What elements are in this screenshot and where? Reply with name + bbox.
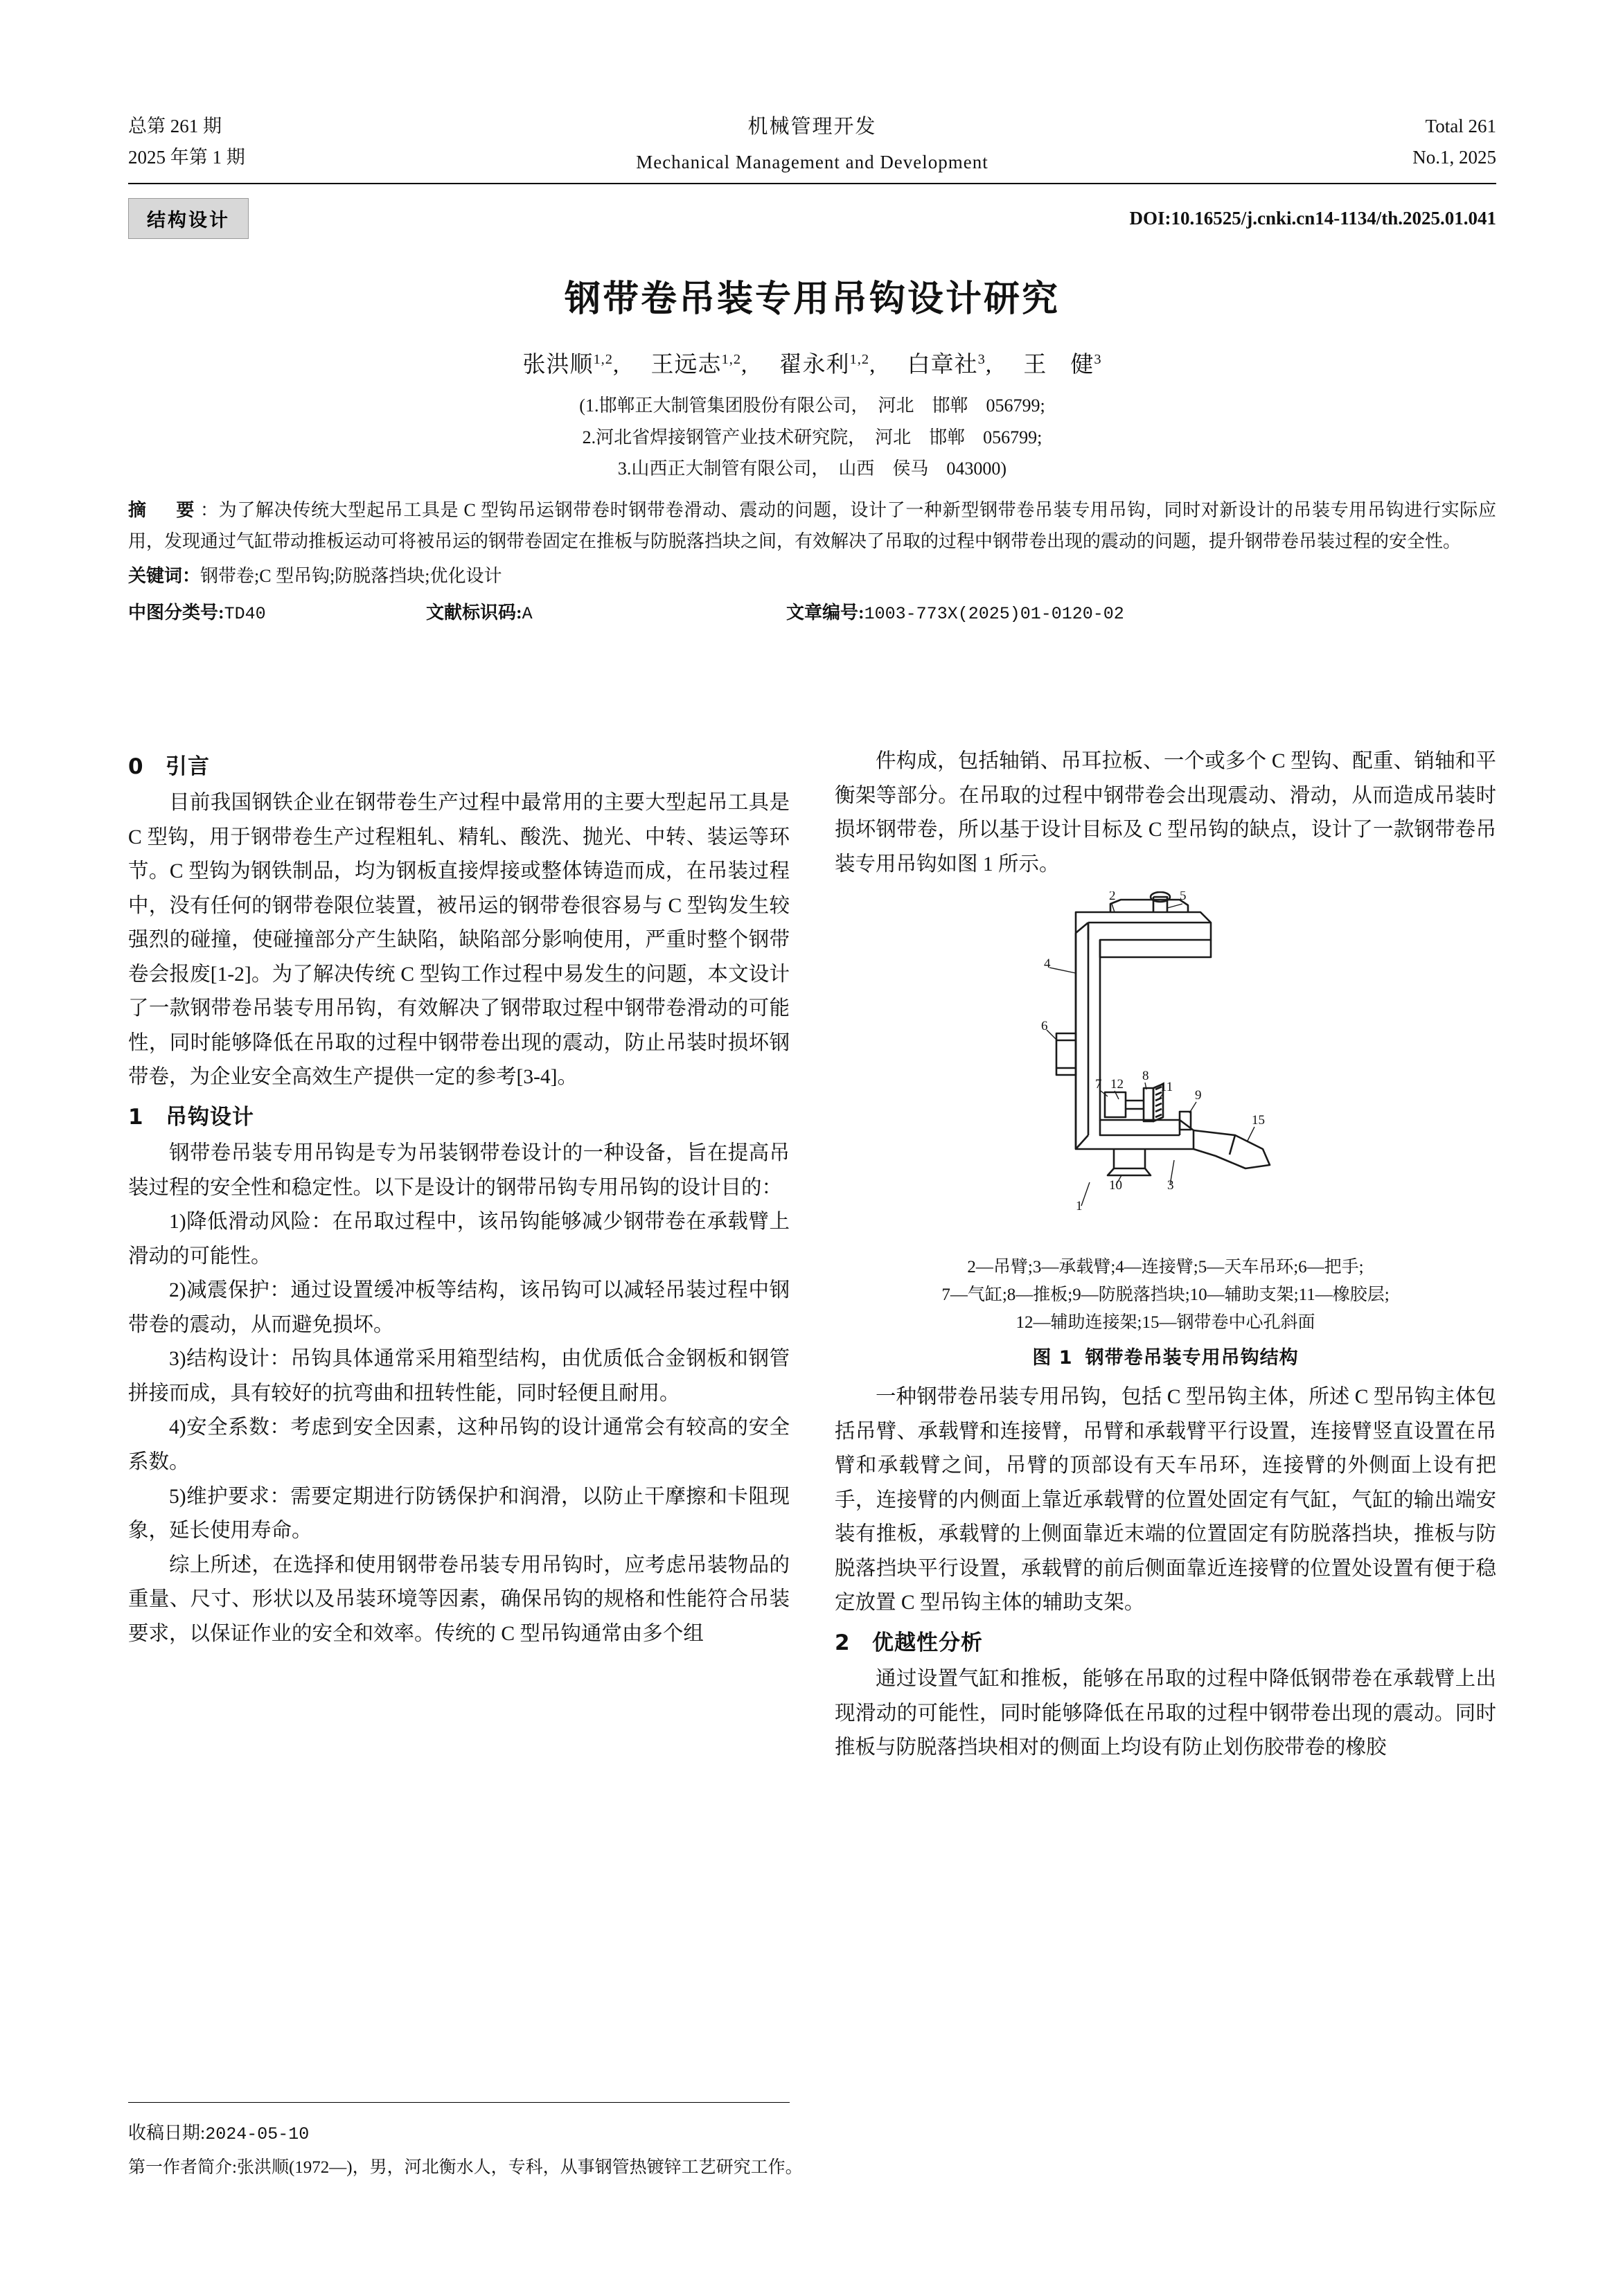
author-affil-mark: 3 <box>1094 352 1102 368</box>
author-name: 白章社 <box>907 353 978 378</box>
issue-year: 2025 年第 1 期 <box>128 146 245 168</box>
keywords-text: 钢带卷;C 型吊钩;防脱落挡块;优化设计 <box>200 565 502 586</box>
paragraph: 综上所述，在选择和使用钢带卷吊装专用吊钩时，应考虑吊装物品的重量、尺寸、形状以及吊装环境等因素，确保吊钩的规格和性能符合吊装要求，以保证作业的安全和效率。传统的 C 型吊钩通常由多个组 <box>128 1554 790 1645</box>
author-bio <box>128 2151 1496 2184</box>
paragraph: 件构成，包括轴销、吊耳拉板、一个或多个 C 型钩、配重、销轴和平衡架等部分。在吊取的过程中钢带卷会出现震动、滑动，从而造成吊装时损坏钢带卷，所以基于设计目标及 C 型吊钩的缺点，设计了一款钢带卷吊装专用吊钩如图 1 所示。 <box>835 750 1496 875</box>
article-id-value: 1003-773X(2025)01-0120-02 <box>864 603 1124 624</box>
hook-structure-diagram <box>972 891 1360 1238</box>
affiliation-item: 3.山西正大制管有限公司， 山西 侯马 043000) <box>617 459 1007 479</box>
paragraph: 钢带卷吊装专用吊钩是专为吊装钢带卷设计的一种设备，旨在提高吊装过程的安全性和稳定性。以下是设计的钢带吊钩专用吊钩的设计目的： <box>128 1142 790 1199</box>
paragraph: 通过设置气缸和推板，能够在吊取的过程中降低钢带卷在承载臂上出现滑动的可能性，同时能够降低在吊取的过程中钢带卷出现的震动。同时推板与防脱落挡块相对的侧面上均设有防止划伤胶带卷的橡胶 <box>835 1668 1496 1759</box>
section-title: 优越性分析 <box>872 1630 983 1655</box>
affiliation-item: (1.邯郸正大制管集团股份有限公司， 河北 邯郸 056799; <box>579 395 1045 416</box>
abstract-text: 为了解决传统大型起吊工具是 C 型钩吊运钢带卷时钢带卷滑动、震动的问题，设计了一种新型钢带卷吊装专用吊钩，同时对新设计的吊装专用吊钩进行实际应用，发现通过气缸带动推板运动可将被吊运的钢带卷固定在推板与防脱落挡块之间，有效解决了吊取的过程中钢带卷出现的震动的问题，提升钢带卷吊装过程的安全性。 <box>128 499 1496 552</box>
author-name: 张洪顺 <box>522 353 594 378</box>
author-affil-mark: 1,2 <box>721 352 742 368</box>
figure-caption <box>835 1342 1496 1373</box>
paragraph: 5)维护要求：需要定期进行防锈保护和润滑，以防止干摩擦和卡阻现象，延长使用寿命。 <box>128 1485 790 1542</box>
section-title: 吊钩设计 <box>166 1105 254 1130</box>
paragraph: 4)安全系数：考虑到安全因素，这种吊钩的设计通常会有较高的安全系数。 <box>128 1416 790 1473</box>
figure-legend <box>835 1254 1496 1337</box>
author-affil-mark: 1,2 <box>849 352 870 368</box>
author-bio-label: 第一作者简介: <box>128 2157 237 2177</box>
svg-text:5: 5 <box>1179 891 1186 904</box>
figure-leader-lines <box>1047 904 1254 1206</box>
doc-code-value: A <box>522 603 533 624</box>
keywords-label: 关键词： <box>128 565 201 586</box>
classification-row <box>128 597 1496 630</box>
author-bio-text: 张洪顺(1972—)，男，河北衡水人，专科，从事钢管热镀锌工艺研究工作。 <box>236 2157 803 2177</box>
paragraph: 目前我国钢铁企业在钢带卷生产过程中最常用的主要大型起吊工具是 C 型钩，用于钢带卷生产过程粗轧、精轧、酸洗、抛光、中转、装运等环节。C 型钩为钢铁制品，均为钢板直接焊接或整体铸造而成，在吊装过程中，没有任何的钢带卷限位装置，被吊运的钢带卷很容易与 C 型钩发生较强烈的碰撞，使碰撞部分产生缺陷，缺陷部分影响使用，严重时整个钢带卷会报废[1-2]。为了解决传统 C 型钩工作过程中易发生的问题，本文设计了一款钢带卷吊装专用吊钩，有效解决了钢带取过程中钢带卷滑动的可能性，同时能够降低在吊取的过程中钢带卷出现的震动，防止吊装时损坏钢带卷，为企业安全高效生产提供一定的参考[3-4]。 <box>128 792 790 1089</box>
figure-legend-line: 7—气缸;8—推板;9—防脱落挡块;10—辅助支架;11—橡胶层; <box>941 1285 1390 1304</box>
paragraph: 2)减震保护：通过设置缓冲板等结构，该吊钩可以减轻吊装过程中钢带卷的震动，从而避免损坏。 <box>128 1279 790 1336</box>
paragraph: 一种钢带卷吊装专用吊钩，包括 C 型吊钩主体，所述 C 型吊钩主体包括吊臂、承载臂和连接臂，吊臂和承载臂平行设置，连接臂竖直设置在吊臂和承载臂之间，吊臂的顶部设有天车吊环，连接臂的外侧面上设有把手，连接臂的内侧面上靠近承载臂的位置处固定有气缸，气缸的输出端安装有推板，承载臂的上侧面靠近末端的位置固定有防脱落挡块，推板与防脱落挡块平行设置，承载臂的前后侧面靠近连接臂的位置处设置有便于稳定放置 C 型吊钩主体的辅助支架。 <box>835 1386 1496 1614</box>
abstract-label: 摘 要 <box>128 499 200 520</box>
svg-text:8: 8 <box>1142 1069 1148 1084</box>
paragraph: 1)降低滑动风险：在吊取过程中，该吊钩能够减少钢带卷在承载臂上滑动的可能性。 <box>128 1211 790 1267</box>
author-item: 张洪顺$^{1,2}$, <box>522 352 626 378</box>
figure-1 <box>835 891 1496 1249</box>
svg-text:11: 11 <box>1160 1080 1173 1095</box>
svg-text:7: 7 <box>1094 1077 1101 1092</box>
author-item: 白章社$^3$, <box>907 352 999 378</box>
abstract-block: 摘 要：为了解决传统大型起吊工具是 C 型钩吊运钢带卷时钢带卷滑动、震动的问题，设计了一种新型钢带卷吊装专用吊钩，同时对新设计的吊装专用吊钩进行实际应用，发现通过气缸带动推板运动可将被吊运的钢带卷固定在推板与防脱落挡块之间，有效解决了吊取的过程中钢带卷出现的震动的问题，提升钢带卷吊装过程的安全性。 <box>128 499 1496 552</box>
footnote-divider <box>128 2102 790 2103</box>
doc-code-label: 文献标识码: <box>426 602 522 623</box>
clc-label: 中图分类号: <box>128 602 224 623</box>
paragraph: 3)结构设计：吊钩具体通常采用箱型结构，由优质低合金钢板和钢管拼接而成，具有较好的抗弯曲和扭转性能，同时轻便且耐用。 <box>128 1348 790 1405</box>
clc-group <box>128 597 426 630</box>
section-number: 2 <box>835 1630 851 1655</box>
author-item: 翟永利$^{1,2}$, <box>779 352 883 378</box>
received-label: 收稿日期: <box>128 2123 206 2143</box>
svg-text:6: 6 <box>1040 1019 1047 1034</box>
author-affil-mark: 1,2 <box>593 352 613 368</box>
page-header-block <box>128 111 1496 630</box>
svg-text:3: 3 <box>1167 1178 1173 1193</box>
author-list <box>128 346 1496 379</box>
section-number: 1 <box>128 1105 144 1130</box>
running-head-left <box>128 111 405 172</box>
journal-title-cn: 机械管理开发 <box>747 116 877 138</box>
category-doi-row <box>128 198 1496 239</box>
page-title: 钢带卷吊装专用吊钩设计研究 <box>564 278 1060 321</box>
figure-legend-line: 12—辅助连接架;15—钢带卷中心孔斜面 <box>1016 1312 1315 1332</box>
svg-text:12: 12 <box>1110 1077 1124 1092</box>
keywords-block <box>128 560 1496 593</box>
header-divider <box>128 183 1496 184</box>
right-column <box>835 745 1496 2081</box>
received-date <box>128 2116 1496 2151</box>
issue-total: 总第 261 期 <box>128 116 222 136</box>
running-head-right <box>1219 111 1496 172</box>
affiliation-list <box>128 390 1496 485</box>
received-value: 2024-05-10 <box>205 2124 310 2144</box>
svg-text:15: 15 <box>1251 1113 1265 1128</box>
author-item <box>1023 353 1101 377</box>
category-badge: 结构设计 <box>128 198 249 239</box>
issue-total-en: Total 261 <box>1425 116 1496 136</box>
author-name: 王 健 <box>1023 353 1094 378</box>
clc-value: TD40 <box>224 603 266 624</box>
affiliation-item: 2.河北省焊接钢管产业技术研究院， 河北 邯郸 056799; <box>582 427 1043 447</box>
footnotes <box>128 2116 1496 2184</box>
figure-legend-line: 2—吊臂;3—承载臂;4—连接臂;5—天车吊环;6—把手; <box>967 1257 1364 1276</box>
section-heading-1 <box>128 1099 790 1135</box>
svg-text:4: 4 <box>1043 956 1050 972</box>
journal-title-en: Mechanical Management and Development <box>636 151 988 172</box>
author-item: 王远志$^{1,2}$, <box>650 352 754 378</box>
section-number: 0 <box>128 754 144 779</box>
article-id-group <box>786 597 1496 630</box>
section-heading-2 <box>835 1625 1496 1661</box>
svg-text:2: 2 <box>1108 891 1115 904</box>
section-heading-0 <box>128 749 790 785</box>
doi-text: DOI:10.16525/j.cnki.cn14-1134/th.2025.01.041 <box>1129 208 1496 229</box>
running-head-center <box>405 111 1219 177</box>
svg-text:10: 10 <box>1108 1178 1122 1193</box>
running-head <box>128 111 1496 177</box>
issue-number-en: No.1, 2025 <box>1412 146 1496 168</box>
section-title: 引言 <box>166 754 210 779</box>
author-name: 王远志 <box>650 353 722 378</box>
svg-text:1: 1 <box>1075 1199 1082 1214</box>
left-column <box>128 745 790 2081</box>
author-affil-mark: 3 <box>977 352 986 368</box>
svg-text:9: 9 <box>1194 1088 1201 1103</box>
article-id-label: 文章编号: <box>786 602 864 623</box>
figure-caption-text: 钢带卷吊装专用吊钩结构 <box>1085 1346 1299 1369</box>
author-name: 翟永利 <box>779 353 850 378</box>
body-columns <box>128 745 1496 2081</box>
doc-code-group <box>426 597 786 630</box>
figure-caption-label: 图 1 <box>1032 1346 1073 1369</box>
